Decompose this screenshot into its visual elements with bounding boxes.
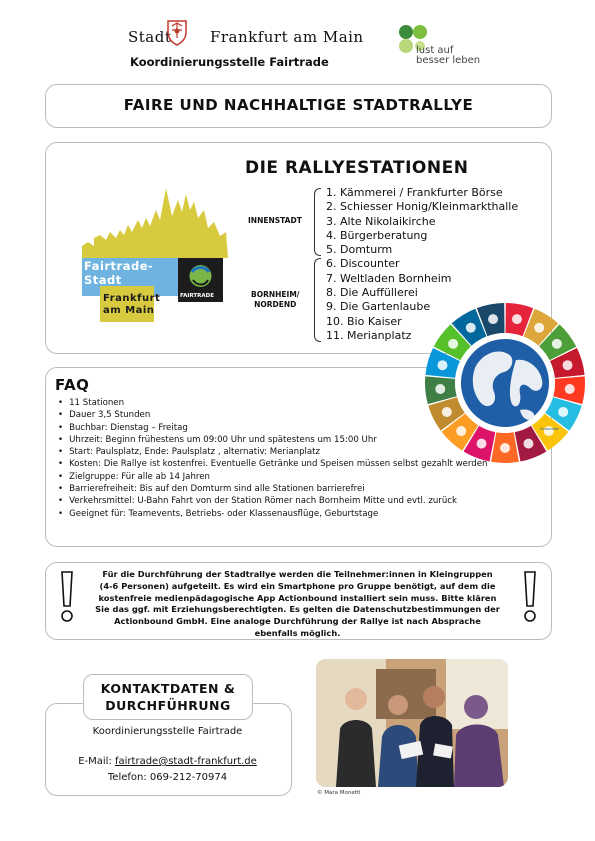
- sdg-segment-icon: [534, 323, 544, 333]
- station-item: 8. Die Auffüllerei: [326, 286, 418, 300]
- contact-email-line: [45, 756, 290, 767]
- faq-heading: FAQ: [55, 376, 90, 394]
- group-label-bornheim-nordend: [251, 290, 300, 310]
- contact-heading-line2: DURCHFÜHRUNG: [105, 698, 231, 713]
- sdg-segment-icon: [437, 360, 447, 370]
- station-item: 5. Domturm: [326, 243, 393, 257]
- faq-item: • Start: Paulsplatz, Ende: Paulsplatz , alternativ: Merianplatz: [58, 446, 487, 458]
- partner-logo-line1: lust auf: [416, 45, 454, 56]
- sdg-segment-icon: [448, 339, 458, 349]
- photo-credit: © Mara Monetti: [317, 790, 361, 796]
- logo-line2: Stadt: [84, 273, 122, 287]
- station-item: 10. Bio Kaiser: [326, 314, 402, 328]
- partner-logo-text: [416, 46, 480, 66]
- station-item: 1. Kämmerei / Frankfurter Börse: [326, 186, 503, 199]
- sdg-wheel-center-label: Sustainable: [540, 427, 559, 431]
- contact-email-link[interactable]: fairtrade@stadt-frankfurt.de: [115, 756, 257, 767]
- sdg-segment-icon: [558, 407, 568, 417]
- city-crest-icon: [166, 18, 188, 46]
- sdg-segment-icon: [456, 426, 466, 436]
- contact-heading-line1: KONTAKTDATEN &: [100, 681, 236, 696]
- sdg-segment-icon: [523, 439, 533, 449]
- exclamation-icon-left: [60, 570, 74, 624]
- stations-heading: DIE RALLYESTATIONEN: [245, 158, 469, 178]
- station-item: 9. Die Gartenlaube: [326, 300, 431, 314]
- logo-city-line1: Frankfurt: [103, 293, 161, 304]
- group-photo: [316, 659, 508, 787]
- station-item: 4. Bürgerberatung: [326, 228, 428, 242]
- sdg-segment-icon: [442, 407, 452, 417]
- contact-email-label: E-Mail:: [78, 756, 115, 767]
- group-bracket-bornheim-nordend: [314, 258, 321, 342]
- group-label-nordend: NORDEND: [254, 300, 297, 309]
- sdg-segment-icon: [466, 323, 476, 333]
- faq-item: • Dauer 3,5 Stunden: [58, 409, 487, 421]
- faq-item: • Uhrzeit: Beginn frühestens um 09:00 Uhr und spätestens um 15:00 Uhr: [58, 434, 487, 446]
- city-word-stadt: Stadt: [128, 28, 172, 46]
- partner-logo-line2: besser leben: [416, 55, 481, 66]
- group-label-bornheim: BORNHEIM/: [251, 290, 300, 299]
- sdg-segment-icon: [563, 360, 573, 370]
- sdg-segment-icon: [512, 314, 522, 324]
- sdg-segment-icon: [435, 384, 445, 394]
- contact-phone: Telefon: 069-212-70974: [107, 772, 228, 783]
- faq-item: • Zielgruppe: Für alle ab 14 Jahren: [58, 471, 487, 483]
- exclamation-icon-right: [523, 570, 537, 624]
- contact-heading: [84, 680, 252, 714]
- title-banner: [45, 84, 552, 128]
- sdg-segment-icon: [552, 339, 562, 349]
- faq-item: • Barrierefreiheit: Bis auf den Domturm sind alle Stationen barrierefrei: [58, 483, 487, 495]
- city-wordmark: [128, 28, 364, 46]
- faq-item: • Verkehrsmittel: U-Bahn Fahrt von der Station Römer nach Bornheim Mitte und evtl. zurück: [58, 495, 487, 507]
- notice-text: Für die Durchführung der Stadtrallye werden die Teilnehmer:innen in Kleingruppen (4-6 Personen) aufgeteilt. Es wird ein Smartphone pro Gruppe benötigt, auf dem die kostenfreie medienpädagogische App Actionbound installiert sein muss. Bitte klären Sie das ggf. mit Erziehungsberechtigten. Es gelten die Datenschutzbestimmungen der Actionbound GmbH. Eine analoge Durchführung der Rallye ist nach Absprache ebenfalls möglich.: [95, 569, 500, 638]
- fairtrade-mark-label: FAIRTRADE: [180, 293, 214, 299]
- sdg-segment-icon: [477, 439, 487, 449]
- group-bracket-innenstadt: [314, 188, 321, 256]
- page-title: FAIRE UND NACHHALTIGE STADTRALLYE: [123, 96, 474, 114]
- faq-item: • Kosten: Die Rallye ist kostenfrei. Eventuelle Getränke und Speisen müssen selbst gezahlt werden: [58, 458, 487, 470]
- logo-city-line2: am Main: [103, 305, 155, 316]
- station-item: 3. Alte Nikolaikirche: [326, 214, 436, 228]
- station-item: 11. Merianplatz: [326, 328, 412, 342]
- station-item: 2. Schiesser Honig/Kleinmarkthalle: [326, 200, 519, 214]
- faq-item: • Geeignet für: Teamevents, Betriebs- oder Klassenausflüge, Geburtstage: [58, 508, 487, 520]
- faq-item: • 11 Stationen: [58, 397, 487, 409]
- fairtrade-city-logo-city: [103, 293, 160, 317]
- station-item: 6. Discounter: [326, 257, 400, 271]
- contact-heading-box: [83, 674, 253, 720]
- contact-office: Koordinierungsstelle Fairtrade: [92, 726, 243, 737]
- group-label-innenstadt-text: INNENSTADT: [248, 216, 302, 225]
- sdg-wheel-icon: [420, 298, 590, 468]
- fairtrade-city-logo-text: [84, 259, 153, 287]
- sdg-segment-icon: [500, 443, 510, 453]
- group-label-innenstadt: [248, 216, 302, 225]
- station-item: 7. Weltladen Bornheim: [326, 271, 452, 285]
- sdg-segment-icon: [565, 384, 575, 394]
- faq-item: • Buchbar: Dienstag – Freitag: [58, 422, 487, 434]
- office-subtitle: Koordinierungsstelle Fairtrade: [130, 55, 329, 69]
- sdg-segment-icon: [488, 314, 498, 324]
- logo-line1: Fairtrade-: [84, 259, 154, 273]
- city-word-frankfurt: Frankfurt am Main: [209, 28, 364, 46]
